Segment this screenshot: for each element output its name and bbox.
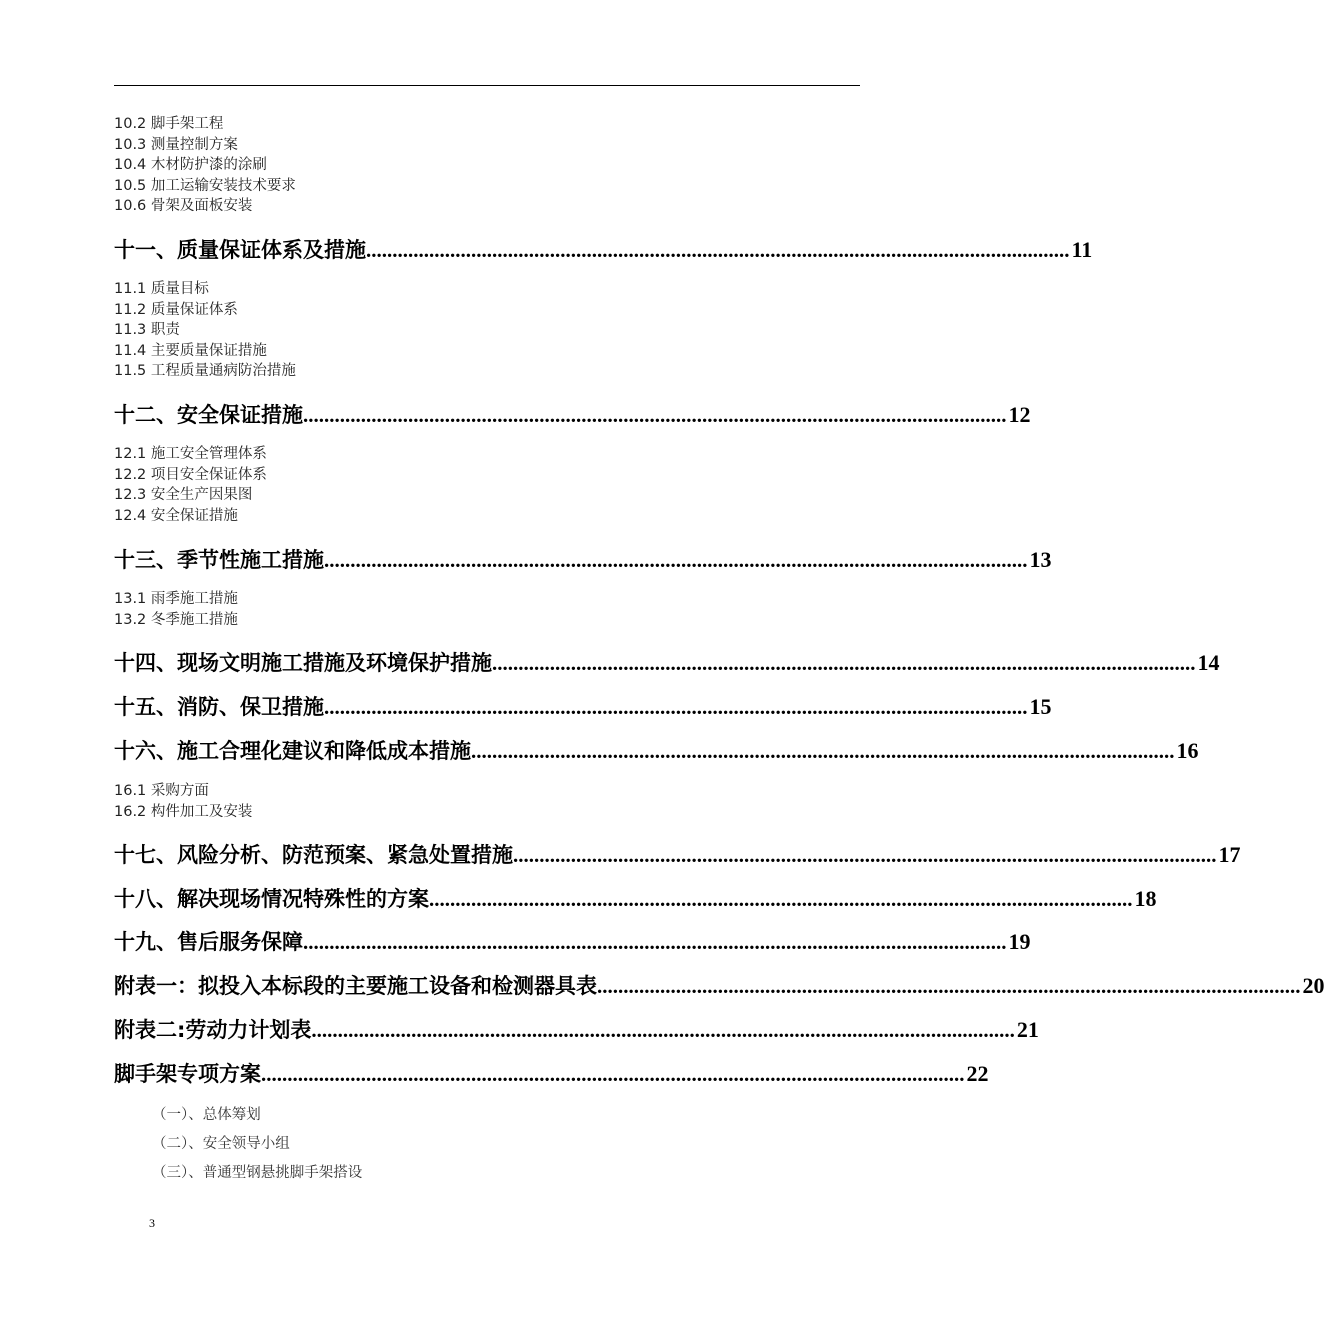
toc-entry-14[interactable] [114, 649, 1220, 677]
toc-sub-entry[interactable]: 10.6 骨架及面板安装 [114, 198, 253, 214]
toc-leader-dots: ...................................................................................................................................... [261, 1062, 965, 1086]
toc-entry-page: 12 [1008, 402, 1031, 427]
toc-leader-dots: ...................................................................................................................................... [492, 651, 1196, 675]
toc-entry-title: 附表一：拟投入本标段的主要施工设备和检测器具表 [114, 974, 597, 998]
toc-sub-entry[interactable]: 12.2 项目安全保证体系 [114, 466, 267, 483]
page-number: 3 [149, 1216, 155, 1230]
toc-leader-dots: ...................................................................................................................................... [311, 1018, 1015, 1042]
toc-sub-entry[interactable]: 16.2 构件加工及安装 [114, 803, 253, 820]
toc-sub-entry[interactable]: 11.1 质量目标 [114, 281, 209, 297]
toc-sub-entry[interactable]: 10.4 木材防护漆的涂刷 [114, 157, 267, 173]
toc-sub-entry[interactable]: 10.5 加工运输安装技术要求 [114, 177, 296, 194]
toc-sub-entry[interactable]: 11.3 职责 [114, 322, 180, 338]
toc-entry-title: 十九、售后服务保障 [114, 930, 303, 954]
toc-leader-dots: ...................................................................................................................................... [513, 843, 1217, 867]
toc-sub-entry[interactable]: 12.3 安全生产因果图 [114, 487, 253, 503]
toc-sub-entry[interactable]: （一）、总体筹划 [152, 1107, 261, 1123]
toc-sub-entry[interactable]: 16.1 采购方面 [114, 783, 209, 799]
toc-sub-entry[interactable]: 13.2 冬季施工措施 [114, 611, 238, 628]
toc-entry-title: 十三、季节性施工措施 [114, 548, 324, 572]
toc-entry-appendix-1[interactable] [114, 972, 1325, 1000]
toc-sub-entry[interactable]: 12.4 安全保证措施 [114, 507, 238, 524]
toc-entry-title: 十七、风险分析、防范预案、紧急处置措施 [114, 843, 513, 867]
toc-entry-title: 十四、现场文明施工措施及环境保护措施 [114, 651, 492, 675]
toc-leader-dots: ...................................................................................................................................... [597, 974, 1301, 998]
toc-entry-page: 16 [1176, 738, 1199, 763]
toc-sub-entry[interactable]: 11.4 主要质量保证措施 [114, 342, 267, 359]
toc-leader-dots: ...................................................................................................................................... [429, 887, 1133, 911]
toc-sub-entry[interactable]: （二）、安全领导小组 [152, 1136, 290, 1152]
toc-entry-12[interactable] [114, 401, 1031, 429]
toc-entry-17[interactable] [114, 841, 1241, 869]
toc-entry-title: 十一、质量保证体系及措施 [114, 238, 366, 262]
toc-entry-15[interactable] [114, 693, 1052, 721]
toc-entry-16[interactable] [114, 737, 1199, 765]
toc-entry-page: 11 [1071, 237, 1093, 262]
toc-leader-dots: ...................................................................................................................................... [471, 739, 1175, 763]
toc-entry-page: 18 [1134, 886, 1157, 911]
toc-entry-title: 十五、消防、保卫措施 [114, 695, 324, 719]
toc-sub-entry[interactable]: 10.2 脚手架工程 [114, 116, 224, 132]
toc-entry-title: 十八、解决现场情况特殊性的方案 [114, 887, 429, 911]
toc-leader-dots: ...................................................................................................................................... [324, 695, 1028, 719]
toc-sub-entry[interactable]: 13.1 雨季施工措施 [114, 591, 238, 607]
toc-sub-entry[interactable]: （三）、普通型钢悬挑脚手架搭设 [152, 1165, 363, 1181]
toc-entry-19[interactable] [114, 928, 1031, 956]
toc-entry-title: 十二、安全保证措施 [114, 403, 303, 427]
toc-entry-11[interactable] [114, 236, 1093, 264]
toc-leader-dots: ...................................................................................................................................... [324, 548, 1028, 572]
toc-entry-appendix-2[interactable] [114, 1016, 1039, 1044]
toc-sub-entry[interactable]: 10.3 测量控制方案 [114, 136, 238, 153]
toc-entry-page: 22 [966, 1061, 989, 1086]
toc-leader-dots: ...................................................................................................................................... [303, 930, 1007, 954]
toc-leader-dots: ...................................................................................................................................... [303, 403, 1007, 427]
toc-sub-entry[interactable]: 12.1 施工安全管理体系 [114, 446, 267, 462]
toc-entry-page: 21 [1016, 1017, 1039, 1042]
toc-entry-page: 20 [1302, 973, 1325, 998]
toc-entry-title: 附表二:劳动力计划表 [114, 1018, 312, 1042]
toc-entry-scaffold-plan[interactable] [114, 1060, 989, 1088]
toc-sub-entry[interactable]: 11.2 质量保证体系 [114, 301, 238, 318]
toc-leader-dots: ...................................................................................................................................... [366, 238, 1070, 262]
toc-entry-13[interactable] [114, 546, 1052, 574]
toc-entry-page: 14 [1197, 650, 1220, 675]
toc-entry-18[interactable] [114, 885, 1157, 913]
toc-entry-page: 17 [1218, 842, 1241, 867]
toc-entry-page: 19 [1008, 929, 1031, 954]
toc-entry-title: 脚手架专项方案 [114, 1062, 261, 1086]
toc-entry-page: 15 [1029, 694, 1052, 719]
toc-sub-entry[interactable]: 11.5 工程质量通病防治措施 [114, 363, 296, 379]
toc-entry-title: 十六、施工合理化建议和降低成本措施 [114, 739, 471, 763]
toc-entry-page: 13 [1029, 547, 1052, 572]
header-rule [114, 85, 860, 86]
